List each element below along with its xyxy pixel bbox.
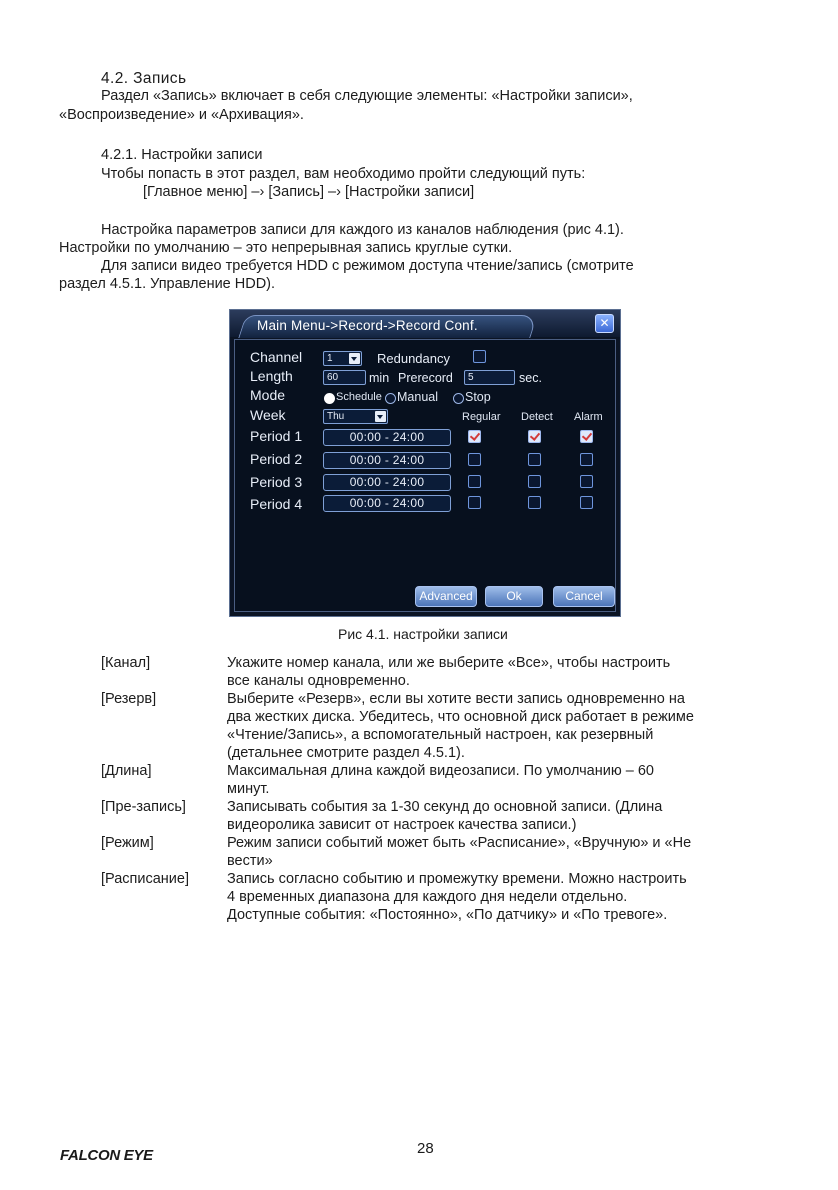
para2-line-2: раздел 4.5.1. Управление HDD). [59, 276, 276, 292]
intro-line-2: «Воспроизведение» и «Архивация». [59, 107, 304, 123]
term-prerecord: [Пре-запись] [101, 799, 186, 815]
week-value: Thu [327, 411, 345, 422]
para1-line-1: Настройка параметров записи для каждого из каналов наблюдения (рис 4.1). [101, 222, 624, 238]
close-icon[interactable]: ✕ [595, 314, 614, 333]
channel-value: 1 [327, 353, 333, 364]
redundancy-checkbox[interactable] [473, 350, 486, 363]
period-1-alarm-checkbox[interactable] [580, 430, 593, 443]
term-channel: [Канал] [101, 655, 151, 671]
period-1-detect-checkbox[interactable] [528, 430, 541, 443]
period-4-regular-checkbox[interactable] [468, 496, 481, 509]
period-3-label: Period 3 [250, 474, 303, 490]
record-conf-dialog [229, 309, 621, 617]
dialog-title: Main Menu->Record->Record Conf. [257, 318, 478, 333]
brand-logo: FALCON EYE [60, 1147, 153, 1164]
period-2-detect-checkbox[interactable] [528, 453, 541, 466]
def-length-line-1: Максимальная длина каждой видеозаписи. По умолчанию – 60 [227, 763, 654, 779]
def-prerecord-line-1: Записывать события за 1-30 секунд до основной записи. (Длина [227, 799, 663, 815]
menu-path: [Главное меню] –› [Запись] –› [Настройки записи] [143, 184, 475, 200]
channel-select[interactable] [323, 351, 362, 366]
page-number: 28 [417, 1140, 434, 1157]
prerecord-label: Prerecord [398, 371, 453, 385]
period-3-alarm-checkbox[interactable] [580, 475, 593, 488]
period-3-regular-checkbox[interactable] [468, 475, 481, 488]
def-redundancy-line-2: два жестких диска. Убедитесь, что основной диск работает в режиме [227, 709, 694, 725]
chevron-down-icon [349, 353, 360, 364]
section-heading: 4.2. Запись [101, 70, 187, 87]
chevron-down-icon [375, 411, 386, 422]
def-schedule-line-3: Доступные события: «Постоянно», «По датчику» и «По тревоге». [227, 907, 668, 923]
prerecord-input[interactable] [464, 370, 515, 385]
def-redundancy-line-3: «Чтение/Запись», а вспомогательный настроен, как резервный [227, 727, 654, 743]
period-2-range[interactable]: 00:00 - 24:00 [323, 452, 451, 469]
intro-line-1: Раздел «Запись» включает в себя следующие элементы: «Настройки записи», [101, 88, 633, 104]
period-3-range[interactable]: 00:00 - 24:00 [323, 474, 451, 491]
term-schedule: [Расписание] [101, 871, 189, 887]
para1-line-2: Настройки по умолчанию – это непрерывная запись круглые сутки. [59, 240, 513, 256]
period-3-detect-checkbox[interactable] [528, 475, 541, 488]
mode-manual-radio[interactable] [385, 393, 396, 404]
mode-schedule-radio[interactable] [324, 393, 335, 404]
def-schedule-line-2: 4 временных диапазона для каждого дня недели отдельно. [227, 889, 628, 905]
prerecord-value: 5 [468, 372, 474, 383]
period-1-range[interactable]: 00:00 - 24:00 [323, 429, 451, 446]
term-mode: [Режим] [101, 835, 154, 851]
sec-unit: sec. [519, 371, 542, 385]
dialog-body [234, 339, 616, 612]
alarm-header: Alarm [574, 411, 603, 423]
period-4-detect-checkbox[interactable] [528, 496, 541, 509]
period-1-label: Period 1 [250, 428, 303, 444]
def-schedule-line-1: Запись согласно событию и промежутку времени. Можно настроить [227, 871, 687, 887]
ok-button[interactable]: Ok [485, 586, 543, 607]
mode-label: Mode [250, 387, 286, 403]
length-value: 60 [327, 372, 339, 383]
para2-line-1: Для записи видео требуется HDD с режимом доступа чтение/запись (смотрите [101, 258, 634, 274]
mode-stop-label: Stop [465, 390, 491, 404]
period-2-regular-checkbox[interactable] [468, 453, 481, 466]
min-unit: min [369, 371, 390, 385]
sub-heading: 4.2.1. Настройки записи [101, 147, 263, 163]
def-mode-line-1: Режим записи событий может быть «Расписание», «Вручную» и «Не [227, 835, 692, 851]
def-length-line-2: минут. [227, 781, 270, 797]
cancel-button[interactable]: Cancel [553, 586, 615, 607]
period-1-regular-checkbox[interactable] [468, 430, 481, 443]
mode-schedule-label: Schedule [336, 391, 382, 403]
figure-caption: Рис 4.1. настройки записи [338, 626, 508, 642]
week-select[interactable] [323, 409, 388, 424]
def-redundancy-line-4: (детальнее смотрите раздел 4.5.1). [227, 745, 465, 761]
def-redundancy-line-1: Выберите «Резерв», если вы хотите вести запись одновременно на [227, 691, 685, 707]
channel-label: Channel [250, 349, 303, 365]
mode-stop-radio[interactable] [453, 393, 464, 404]
period-2-alarm-checkbox[interactable] [580, 453, 593, 466]
period-4-range[interactable]: 00:00 - 24:00 [323, 495, 451, 512]
def-channel-line-2: все каналы одновременно. [227, 673, 410, 689]
week-label: Week [250, 407, 286, 423]
detect-header: Detect [521, 411, 553, 423]
advanced-button[interactable]: Advanced [415, 586, 477, 607]
mode-manual-label: Manual [397, 390, 438, 404]
path-intro: Чтобы попасть в этот раздел, вам необходимо пройти следующий путь: [101, 166, 586, 182]
period-4-label: Period 4 [250, 496, 303, 512]
regular-header: Regular [462, 411, 501, 423]
term-length: [Длина] [101, 763, 152, 779]
term-redundancy: [Резерв] [101, 691, 157, 707]
period-2-label: Period 2 [250, 451, 303, 467]
def-mode-line-2: вести» [227, 853, 273, 869]
redundancy-label: Redundancy [377, 351, 450, 366]
length-label: Length [250, 368, 293, 384]
def-prerecord-line-2: видеоролика зависит от настроек качества записи.) [227, 817, 577, 833]
def-channel-line-1: Укажите номер канала, или же выберите «Все», чтобы настроить [227, 655, 671, 671]
period-4-alarm-checkbox[interactable] [580, 496, 593, 509]
dialog-titlebar [230, 310, 620, 337]
length-input[interactable] [323, 370, 366, 385]
